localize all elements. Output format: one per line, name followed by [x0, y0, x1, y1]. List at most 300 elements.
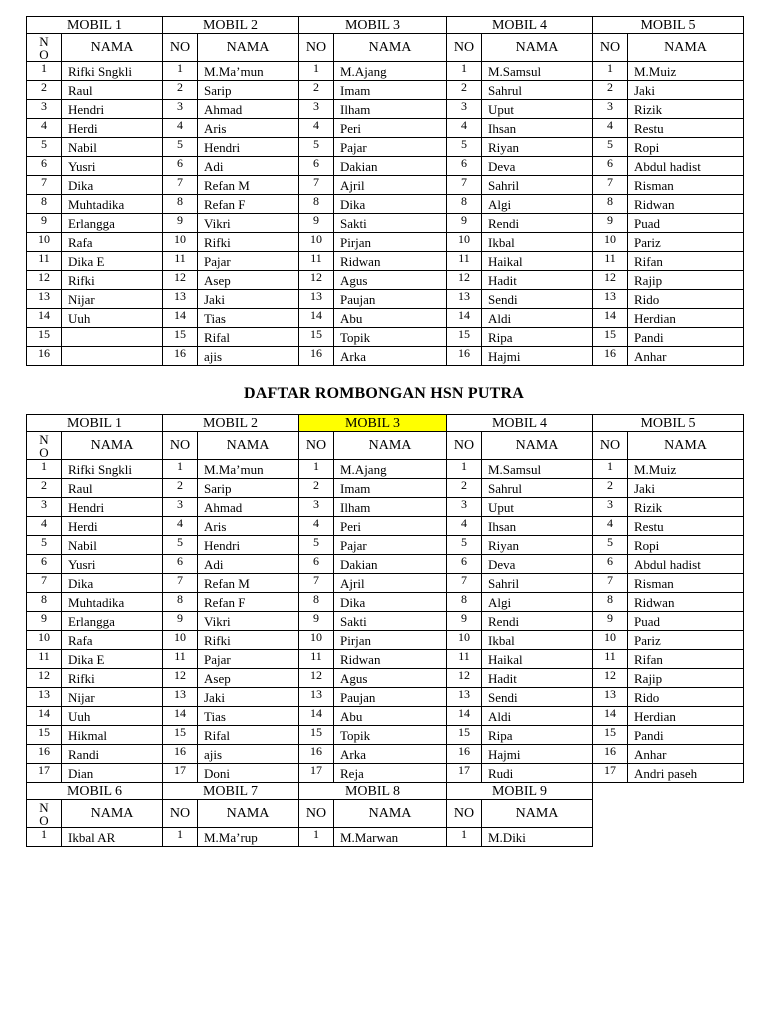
row-number-cell: 7: [447, 574, 482, 593]
row-number-cell: 9: [447, 214, 482, 233]
row-number-cell: 1: [593, 62, 628, 81]
name-cell: Agus: [334, 669, 447, 688]
name-cell: Nijar: [62, 290, 163, 309]
name-cell: Raul: [62, 81, 163, 100]
name-cell: Deva: [482, 555, 593, 574]
table-row: [27, 119, 744, 138]
mobil-header-row: [27, 783, 744, 800]
name-cell: Pajar: [198, 252, 299, 271]
name-cell: Agus: [334, 271, 447, 290]
name-cell: Deva: [482, 157, 593, 176]
no-column-header: NO: [447, 432, 482, 460]
row-number-cell: 4: [593, 517, 628, 536]
table-row: [27, 517, 744, 536]
row-number-cell: 1: [163, 460, 198, 479]
name-cell: Haikal: [482, 650, 593, 669]
row-number-cell: 3: [299, 100, 334, 119]
name-cell: Hikmal: [62, 726, 163, 745]
name-cell: Hajmi: [482, 347, 593, 366]
name-cell: Paujan: [334, 290, 447, 309]
column-header-row: [27, 432, 744, 460]
row-number-cell: 15: [299, 328, 334, 347]
table-row: [27, 81, 744, 100]
name-cell: Ilham: [334, 100, 447, 119]
mobil-label: MOBIL 5: [593, 415, 744, 432]
name-cell: Muhtadika: [62, 195, 163, 214]
row-number-cell: 15: [593, 328, 628, 347]
row-number-cell: 14: [593, 707, 628, 726]
name-cell: Algi: [482, 195, 593, 214]
row-number-cell: 9: [299, 214, 334, 233]
row-number-cell: 16: [593, 347, 628, 366]
row-number-cell: 14: [299, 707, 334, 726]
name-cell: Anhar: [628, 745, 744, 764]
name-cell: Arka: [334, 745, 447, 764]
row-number-cell: 13: [299, 290, 334, 309]
name-cell: Pajar: [334, 138, 447, 157]
table-row: [27, 498, 744, 517]
no-header-letter: N: [39, 432, 49, 447]
row-number-cell: 14: [163, 309, 198, 328]
name-cell: Dian: [62, 764, 163, 783]
row-number-cell: 8: [299, 593, 334, 612]
row-number-cell: 13: [163, 290, 198, 309]
row-number-cell: 10: [27, 233, 62, 252]
name-cell: Ridwan: [628, 593, 744, 612]
row-number-cell: 16: [299, 347, 334, 366]
name-cell: Ropi: [628, 138, 744, 157]
name-cell: Ihsan: [482, 119, 593, 138]
name-cell: Herdian: [628, 309, 744, 328]
row-number-cell: 12: [163, 271, 198, 290]
name-cell: Nabil: [62, 536, 163, 555]
row-number-cell: 15: [27, 726, 62, 745]
row-number-cell: 1: [27, 460, 62, 479]
row-number-cell: 10: [163, 233, 198, 252]
name-cell: Dika: [62, 176, 163, 195]
row-number-cell: 5: [299, 138, 334, 157]
row-number-cell: 7: [593, 574, 628, 593]
nama-column-header: NAMA: [628, 34, 744, 62]
row-number-cell: 4: [447, 119, 482, 138]
nama-column-header: NAMA: [334, 432, 447, 460]
nama-column-header: NAMA: [198, 800, 299, 828]
row-number-cell: 4: [299, 119, 334, 138]
row-number-cell: 16: [27, 745, 62, 764]
row-number-cell: 15: [163, 328, 198, 347]
name-cell: Topik: [334, 328, 447, 347]
name-cell: Randi: [62, 745, 163, 764]
no-header-letter: N: [39, 34, 49, 49]
name-cell: Algi: [482, 593, 593, 612]
mobil-label: MOBIL 9: [447, 783, 593, 800]
row-number-cell: 15: [163, 726, 198, 745]
name-cell: Sakti: [334, 214, 447, 233]
name-cell: Ripa: [482, 726, 593, 745]
mobil-label: MOBIL 1: [27, 17, 163, 34]
name-cell: Ajril: [334, 176, 447, 195]
row-number-cell: 1: [299, 62, 334, 81]
table-row: [27, 309, 744, 328]
name-cell: Refan M: [198, 176, 299, 195]
nama-column-header: NAMA: [334, 34, 447, 62]
row-number-cell: 7: [447, 176, 482, 195]
name-cell: Paujan: [334, 688, 447, 707]
name-cell: Adi: [198, 555, 299, 574]
row-number-cell: 10: [27, 631, 62, 650]
name-cell: M.Ma’mun: [198, 62, 299, 81]
page-title: DAFTAR ROMBONGAN HSN PUTRA: [243, 385, 524, 402]
mobil-label: MOBIL 4: [447, 17, 593, 34]
name-cell: Sahril: [482, 176, 593, 195]
row-number-cell: 11: [447, 252, 482, 271]
row-number-cell: 13: [163, 688, 198, 707]
name-cell: M.Ma’rup: [198, 828, 299, 847]
name-cell: Ropi: [628, 536, 744, 555]
row-number-cell: 8: [447, 195, 482, 214]
row-number-cell: 1: [299, 460, 334, 479]
no-column-header: NO: [163, 432, 198, 460]
name-cell: Rifki: [62, 669, 163, 688]
name-cell: Doni: [198, 764, 299, 783]
name-cell: Refan F: [198, 593, 299, 612]
name-cell: Ihsan: [482, 517, 593, 536]
name-cell: Rifki: [62, 271, 163, 290]
name-cell: Rifki Sngkli: [62, 62, 163, 81]
name-cell: Anhar: [628, 347, 744, 366]
row-number-cell: 8: [27, 593, 62, 612]
row-number-cell: 16: [163, 745, 198, 764]
name-cell: Dika: [334, 593, 447, 612]
name-cell: Erlangga: [62, 214, 163, 233]
table-row: [27, 460, 744, 479]
name-cell: Andri paseh: [628, 764, 744, 783]
name-cell: Restu: [628, 517, 744, 536]
name-cell: Sendi: [482, 290, 593, 309]
name-cell: Rendi: [482, 612, 593, 631]
row-number-cell: 5: [27, 536, 62, 555]
row-number-cell: 6: [299, 555, 334, 574]
row-number-cell: 6: [27, 157, 62, 176]
row-number-cell: 2: [163, 81, 198, 100]
table-row: [27, 631, 744, 650]
name-cell: Imam: [334, 479, 447, 498]
name-cell: Vikri: [198, 214, 299, 233]
name-cell: Rajip: [628, 669, 744, 688]
nama-column-header: NAMA: [482, 800, 593, 828]
name-cell: Jaki: [198, 290, 299, 309]
name-cell: Tias: [198, 309, 299, 328]
row-number-cell: 5: [163, 536, 198, 555]
name-cell: Asep: [198, 271, 299, 290]
no-header-letter: N: [39, 800, 49, 815]
row-number-cell: 17: [163, 764, 198, 783]
row-number-cell: 12: [447, 669, 482, 688]
name-cell: Aldi: [482, 309, 593, 328]
row-number-cell: 13: [27, 688, 62, 707]
row-number-cell: 6: [447, 555, 482, 574]
name-cell: Uput: [482, 100, 593, 119]
mobil-label: MOBIL 7: [163, 783, 299, 800]
row-number-cell: 9: [447, 612, 482, 631]
name-cell: Restu: [628, 119, 744, 138]
no-column-header: NO: [163, 34, 198, 62]
mobil-label: MOBIL 2: [163, 415, 299, 432]
name-cell: Sakti: [334, 612, 447, 631]
row-number-cell: 13: [447, 688, 482, 707]
name-cell: Nabil: [62, 138, 163, 157]
row-number-cell: 5: [447, 536, 482, 555]
name-cell: Rifal: [198, 328, 299, 347]
nama-column-header: NAMA: [198, 432, 299, 460]
row-number-cell: 4: [163, 517, 198, 536]
table-row: [27, 252, 744, 271]
row-number-cell: 11: [593, 650, 628, 669]
no-column-header: NO: [447, 34, 482, 62]
no-column-header: NO: [593, 34, 628, 62]
row-number-cell: 9: [163, 612, 198, 631]
nama-column-header: NAMA: [482, 432, 593, 460]
name-cell: Sahrul: [482, 81, 593, 100]
row-number-cell: 14: [593, 309, 628, 328]
table-row: [27, 707, 744, 726]
no-column-header: NO: [447, 800, 482, 828]
nama-column-header: NAMA: [62, 34, 163, 62]
column-header-row: [27, 800, 744, 828]
table-row: [27, 138, 744, 157]
no-column-header: NO: [299, 34, 334, 62]
no-header-letter: O: [39, 445, 49, 460]
row-number-cell: 12: [593, 669, 628, 688]
row-number-cell: 13: [593, 688, 628, 707]
name-cell: Rajip: [628, 271, 744, 290]
name-cell: Pajar: [198, 650, 299, 669]
row-number-cell: 1: [163, 828, 198, 847]
row-number-cell: 4: [447, 517, 482, 536]
name-cell: Dika E: [62, 650, 163, 669]
name-cell: Tias: [198, 707, 299, 726]
row-number-cell: 5: [447, 138, 482, 157]
row-number-cell: 15: [447, 328, 482, 347]
row-number-cell: 16: [299, 745, 334, 764]
name-cell: Uput: [482, 498, 593, 517]
table-row: [27, 828, 744, 847]
name-cell: Aldi: [482, 707, 593, 726]
row-number-cell: 16: [27, 347, 62, 366]
table-row: [27, 688, 744, 707]
row-number-cell: 6: [593, 157, 628, 176]
table-row: [27, 62, 744, 81]
row-number-cell: 17: [27, 764, 62, 783]
row-number-cell: 6: [447, 157, 482, 176]
name-cell: Dakian: [334, 157, 447, 176]
row-number-cell: 12: [163, 669, 198, 688]
row-number-cell: 8: [593, 195, 628, 214]
name-cell: [62, 328, 163, 347]
car-roster-table-top: [26, 16, 744, 366]
name-cell: Ahmad: [198, 100, 299, 119]
no-column-header: NO: [299, 800, 334, 828]
name-cell: Ripa: [482, 328, 593, 347]
name-cell: Sarip: [198, 479, 299, 498]
table-row: [27, 574, 744, 593]
mobil-label: MOBIL 1: [27, 415, 163, 432]
name-cell: Ridwan: [334, 252, 447, 271]
name-cell: Yusri: [62, 157, 163, 176]
name-cell: Rifki Sngkli: [62, 460, 163, 479]
mobil-label: MOBIL 8: [299, 783, 447, 800]
row-number-cell: 3: [163, 498, 198, 517]
row-number-cell: 10: [447, 631, 482, 650]
name-cell: Topik: [334, 726, 447, 745]
empty-cell: [593, 800, 744, 828]
name-cell: Sendi: [482, 688, 593, 707]
row-number-cell: 11: [299, 252, 334, 271]
name-cell: Hendri: [62, 100, 163, 119]
row-number-cell: 7: [299, 176, 334, 195]
name-cell: Hajmi: [482, 745, 593, 764]
row-number-cell: 2: [27, 81, 62, 100]
row-number-cell: 1: [299, 828, 334, 847]
row-number-cell: 14: [27, 309, 62, 328]
name-cell: Reja: [334, 764, 447, 783]
row-number-cell: 14: [27, 707, 62, 726]
row-number-cell: 1: [27, 62, 62, 81]
row-number-cell: 16: [593, 745, 628, 764]
name-cell: Ridwan: [334, 650, 447, 669]
row-number-cell: 11: [299, 650, 334, 669]
name-cell: Pajar: [334, 536, 447, 555]
name-cell: M.Samsul: [482, 62, 593, 81]
row-number-cell: 9: [27, 612, 62, 631]
name-cell: Ridwan: [628, 195, 744, 214]
name-cell: Nijar: [62, 688, 163, 707]
name-cell: Dika E: [62, 252, 163, 271]
row-number-cell: 4: [27, 517, 62, 536]
row-number-cell: 9: [593, 612, 628, 631]
table-row: [27, 195, 744, 214]
name-cell: Ikbal: [482, 233, 593, 252]
row-number-cell: 9: [163, 214, 198, 233]
nama-column-header: NAMA: [62, 432, 163, 460]
name-cell: Refan F: [198, 195, 299, 214]
name-cell: Herdi: [62, 119, 163, 138]
row-number-cell: 14: [447, 707, 482, 726]
table-row: [27, 650, 744, 669]
name-cell: Erlangga: [62, 612, 163, 631]
row-number-cell: 6: [163, 555, 198, 574]
mobil-label: MOBIL 3: [299, 17, 447, 34]
name-cell: Herdi: [62, 517, 163, 536]
name-cell: Ikbal AR: [62, 828, 163, 847]
no-column-header: [27, 34, 62, 62]
row-number-cell: 16: [447, 347, 482, 366]
nama-column-header: NAMA: [628, 432, 744, 460]
row-number-cell: 14: [163, 707, 198, 726]
mobil-label: MOBIL 4: [447, 415, 593, 432]
name-cell: Uuh: [62, 707, 163, 726]
row-number-cell: 16: [447, 745, 482, 764]
row-number-cell: 1: [27, 828, 62, 847]
name-cell: M.Muiz: [628, 460, 744, 479]
row-number-cell: 2: [593, 81, 628, 100]
table-row: [27, 233, 744, 252]
name-cell: Abu: [334, 707, 447, 726]
mobil-header-row: [27, 415, 744, 432]
table-row: [27, 669, 744, 688]
row-number-cell: 17: [447, 764, 482, 783]
name-cell: Pirjan: [334, 631, 447, 650]
row-number-cell: 1: [447, 460, 482, 479]
row-number-cell: 9: [593, 214, 628, 233]
row-number-cell: 12: [299, 669, 334, 688]
no-header-letter: O: [39, 47, 49, 62]
row-number-cell: 6: [27, 555, 62, 574]
table-row: [27, 290, 744, 309]
name-cell: Aris: [198, 119, 299, 138]
table-row: [27, 271, 744, 290]
row-number-cell: 12: [447, 271, 482, 290]
name-cell: Arka: [334, 347, 447, 366]
row-number-cell: 12: [27, 669, 62, 688]
table-row: [27, 612, 744, 631]
name-cell: Hendri: [198, 138, 299, 157]
row-number-cell: 10: [593, 631, 628, 650]
mobil-header-row: [27, 17, 744, 34]
row-number-cell: 2: [163, 479, 198, 498]
row-number-cell: 5: [27, 138, 62, 157]
row-number-cell: 2: [299, 479, 334, 498]
name-cell: Imam: [334, 81, 447, 100]
row-number-cell: 17: [593, 764, 628, 783]
row-number-cell: 5: [593, 536, 628, 555]
row-number-cell: 10: [299, 233, 334, 252]
row-number-cell: 6: [163, 157, 198, 176]
name-cell: Rifan: [628, 252, 744, 271]
name-cell: Rido: [628, 290, 744, 309]
row-number-cell: 11: [163, 252, 198, 271]
name-cell: Rifki: [198, 233, 299, 252]
row-number-cell: 3: [27, 100, 62, 119]
table-row: [27, 176, 744, 195]
row-number-cell: 1: [447, 62, 482, 81]
name-cell: Abdul hadist: [628, 157, 744, 176]
row-number-cell: 15: [27, 328, 62, 347]
name-cell: Sarip: [198, 81, 299, 100]
name-cell: Dika: [334, 195, 447, 214]
row-number-cell: 1: [163, 62, 198, 81]
name-cell: Sahril: [482, 574, 593, 593]
row-number-cell: 11: [447, 650, 482, 669]
name-cell: Hadit: [482, 669, 593, 688]
row-number-cell: 2: [27, 479, 62, 498]
row-number-cell: 2: [593, 479, 628, 498]
row-number-cell: 5: [593, 138, 628, 157]
row-number-cell: 3: [593, 100, 628, 119]
table-row: [27, 745, 744, 764]
name-cell: Herdian: [628, 707, 744, 726]
name-cell: Ilham: [334, 498, 447, 517]
row-number-cell: 3: [447, 498, 482, 517]
name-cell: Rido: [628, 688, 744, 707]
row-number-cell: 7: [163, 574, 198, 593]
row-number-cell: 11: [593, 252, 628, 271]
name-cell: Rafa: [62, 631, 163, 650]
row-number-cell: 16: [163, 347, 198, 366]
row-number-cell: 9: [27, 214, 62, 233]
row-number-cell: 7: [593, 176, 628, 195]
nama-column-header: NAMA: [334, 800, 447, 828]
